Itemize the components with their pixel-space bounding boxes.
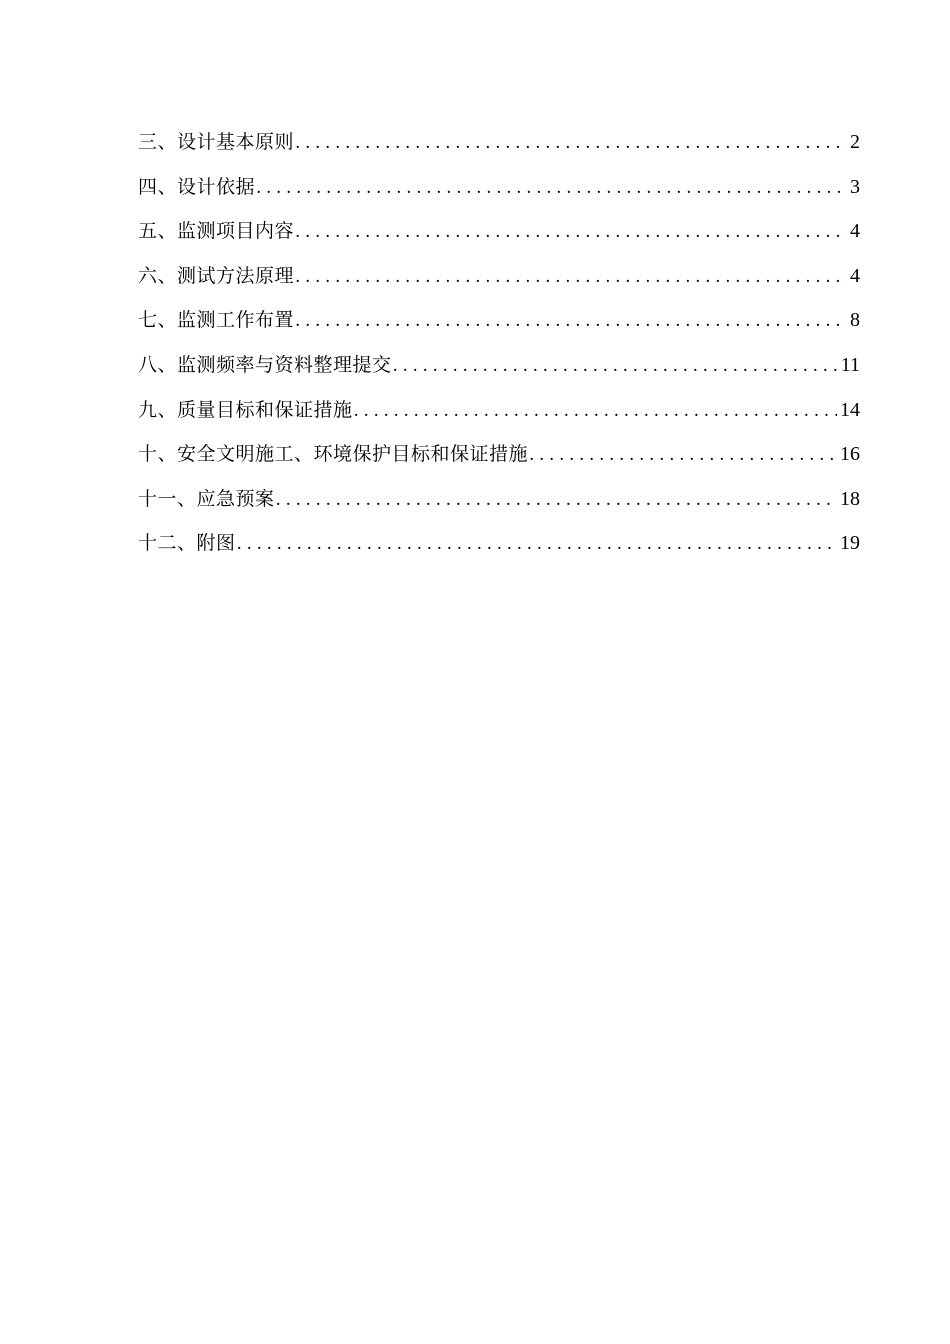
toc-entry-title: 十、安全文明施工、环境保护目标和保证措施	[138, 443, 529, 466]
toc-entry	[138, 525, 860, 570]
toc-entry-title: 七、监测工作布置	[138, 309, 295, 332]
toc-entry	[138, 436, 860, 481]
toc-entry-title: 八、监测频率与资料整理提交	[138, 353, 392, 376]
toc-entry-page-number: 4	[850, 220, 860, 243]
toc-entry	[138, 169, 860, 214]
toc-entry-title: 四、设计依据	[138, 175, 256, 198]
toc-entry	[138, 124, 860, 169]
toc-entry	[138, 392, 860, 437]
toc-dot-leader	[354, 393, 837, 429]
toc-entry-page-number: 2	[850, 131, 860, 153]
toc-entry-title: 十二、附图	[138, 532, 236, 555]
table-of-contents	[138, 124, 860, 570]
toc-entry-page-number: 8	[850, 309, 860, 332]
toc-dot-leader	[393, 348, 838, 384]
toc-entry	[138, 258, 860, 303]
toc-dot-leader	[237, 526, 837, 562]
toc-entry-page-number: 16	[840, 443, 860, 466]
toc-entry-title: 五、监测项目内容	[138, 220, 295, 243]
toc-entry-page-number: 11	[840, 353, 860, 376]
toc-entry-page-number: 4	[850, 264, 860, 287]
toc-dot-leader	[256, 170, 847, 206]
toc-dot-leader	[295, 214, 847, 250]
toc-entry-title: 九、质量目标和保证措施	[138, 398, 353, 421]
toc-dot-leader	[295, 303, 847, 339]
toc-entry	[138, 481, 860, 526]
toc-entry-title: 三、设计基本原则	[138, 131, 295, 153]
toc-dot-leader	[295, 259, 847, 295]
toc-entry-page-number: 14	[840, 398, 860, 421]
toc-entry-page-number: 19	[840, 532, 860, 555]
toc-entry	[138, 302, 860, 347]
toc-entry-page-number: 3	[850, 175, 860, 198]
toc-dot-leader	[295, 125, 847, 161]
toc-dot-leader	[276, 482, 837, 518]
toc-dot-leader	[529, 437, 837, 473]
toc-entry-title: 六、测试方法原理	[138, 264, 295, 287]
toc-entry-page-number: 18	[840, 487, 860, 510]
toc-entry-title: 十一、应急预案	[138, 487, 275, 510]
toc-entry	[138, 347, 860, 392]
toc-entry	[138, 213, 860, 258]
